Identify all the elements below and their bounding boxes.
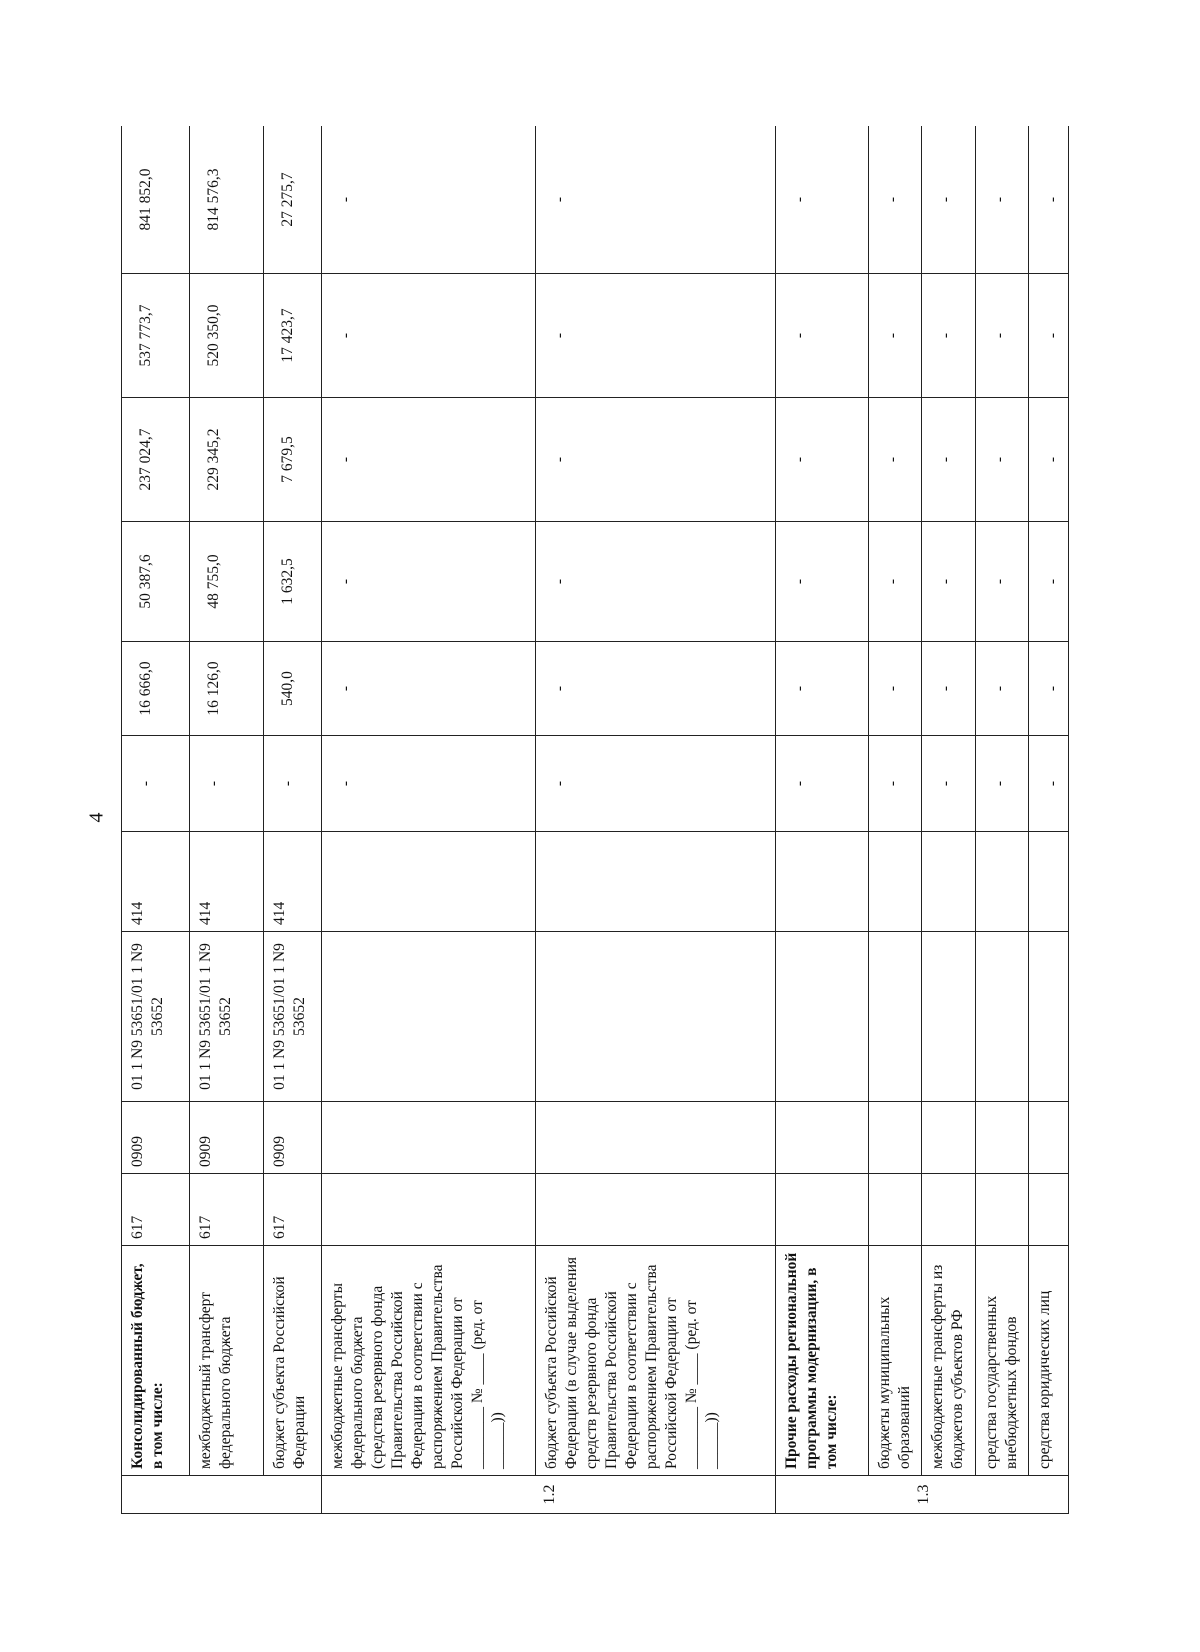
amount-cell: - <box>775 736 868 832</box>
amount-cell: - <box>1028 398 1068 522</box>
amount-cell: 16 126,0 <box>190 642 264 736</box>
amount-cell: - <box>921 522 975 642</box>
code-cell: 01 1 N9 53651/01 1 N9 53652 <box>122 932 190 1102</box>
code-cell <box>975 932 1028 1102</box>
code-cell: 617 <box>263 1174 321 1246</box>
row-label-cell: межбюджетные трансферты федерального бюджета (средства резервного фонда Правительства Российской Федерации в соответствии с распоряжением Правительства Российской Федерации от ________ № ____ (ред. от ______)) <box>322 1246 536 1476</box>
amount-cell: - <box>322 522 536 642</box>
code-cell: 01 1 N9 53651/01 1 N9 53652 <box>263 932 321 1102</box>
code-cell: 0909 <box>263 1102 321 1174</box>
code-cell <box>868 1174 921 1246</box>
code-cell: 414 <box>190 832 264 932</box>
code-cell <box>775 1102 868 1174</box>
amount-cell: 520 350,0 <box>190 274 264 398</box>
amount-cell: - <box>868 126 921 274</box>
code-cell <box>775 1174 868 1246</box>
code-cell <box>868 832 921 932</box>
code-cell <box>536 1174 775 1246</box>
amount-cell: - <box>921 398 975 522</box>
amount-cell: 50 387,6 <box>122 522 190 642</box>
amount-cell: - <box>868 522 921 642</box>
code-cell <box>1028 932 1068 1102</box>
code-cell <box>322 1102 536 1174</box>
code-cell: 617 <box>122 1174 190 1246</box>
amount-cell: - <box>975 126 1028 274</box>
row-label-cell: межбюджетный трансферт федерального бюджета <box>190 1246 264 1476</box>
amount-cell: - <box>975 642 1028 736</box>
row-label-cell: бюджет субъекта Российской Федерации (в случае выделения средств резервного фонда Правительства Российской Федерации в соответствии с распоряжением Правительства Российской Федерации от ________ № ____ (ред. от ______)) <box>536 1246 775 1476</box>
amount-cell: - <box>868 736 921 832</box>
amount-cell: - <box>322 398 536 522</box>
amount-cell: - <box>775 126 868 274</box>
table-row <box>322 126 536 1514</box>
amount-cell: - <box>868 274 921 398</box>
code-cell: 617 <box>190 1174 264 1246</box>
amount-cell: - <box>921 642 975 736</box>
code-cell <box>921 832 975 932</box>
code-cell <box>1028 1174 1068 1246</box>
section-number-cell <box>122 1476 322 1514</box>
amount-cell: - <box>322 642 536 736</box>
code-cell <box>868 1102 921 1174</box>
amount-cell: - <box>775 274 868 398</box>
amount-cell: - <box>1028 642 1068 736</box>
row-label-cell: бюджет субъекта Российской Федерации <box>263 1246 321 1476</box>
row-label-cell: межбюджетные трансферты из бюджетов субъектов РФ <box>921 1246 975 1476</box>
amount-cell: - <box>975 398 1028 522</box>
amount-cell: - <box>1028 274 1068 398</box>
amount-cell: - <box>975 522 1028 642</box>
row-label-cell: средства юридических лиц <box>1028 1246 1068 1476</box>
code-cell <box>322 932 536 1102</box>
code-cell: 414 <box>263 832 321 932</box>
table-rotation-frame <box>121 126 1069 1514</box>
amount-cell: - <box>536 274 775 398</box>
amount-cell: - <box>536 398 775 522</box>
code-cell <box>536 932 775 1102</box>
page-number: 4 <box>85 812 108 823</box>
section-number-cell: 1.2 <box>322 1476 775 1514</box>
table-row <box>921 126 975 1514</box>
row-label-cell: Консолидированный бюджет, в том числе: <box>122 1246 190 1476</box>
amount-cell: - <box>868 642 921 736</box>
table-row <box>536 126 775 1514</box>
amount-cell: - <box>322 274 536 398</box>
amount-cell: 540,0 <box>263 642 321 736</box>
row-label-cell: Прочие расходы региональной программы модернизации, в том числе: <box>775 1246 868 1476</box>
code-cell: 414 <box>122 832 190 932</box>
amount-cell: 7 679,5 <box>263 398 321 522</box>
amount-cell: - <box>1028 126 1068 274</box>
table-row <box>1028 126 1068 1514</box>
amount-cell: - <box>975 274 1028 398</box>
amount-cell: - <box>190 736 264 832</box>
amount-cell: - <box>263 736 321 832</box>
amount-cell: - <box>122 736 190 832</box>
table-row <box>190 126 264 1514</box>
section-number-cell: 1.3 <box>775 1476 1068 1514</box>
table-row <box>775 126 868 1514</box>
code-cell <box>975 832 1028 932</box>
code-cell <box>536 1102 775 1174</box>
table-row <box>263 126 321 1514</box>
amount-cell: - <box>536 126 775 274</box>
code-cell <box>322 1174 536 1246</box>
amount-cell: - <box>322 736 536 832</box>
amount-cell: - <box>975 736 1028 832</box>
amount-cell: - <box>921 126 975 274</box>
code-cell <box>921 1174 975 1246</box>
code-cell <box>975 1102 1028 1174</box>
funding-table <box>121 126 1069 1514</box>
amount-cell: 229 345,2 <box>190 398 264 522</box>
amount-cell: - <box>775 398 868 522</box>
code-cell: 01 1 N9 53651/01 1 N9 53652 <box>190 932 264 1102</box>
amount-cell: - <box>775 522 868 642</box>
amount-cell: 27 275,7 <box>263 126 321 274</box>
amount-cell: 48 755,0 <box>190 522 264 642</box>
code-cell <box>536 832 775 932</box>
amount-cell: - <box>868 398 921 522</box>
amount-cell: 537 773,7 <box>122 274 190 398</box>
amount-cell: 237 024,7 <box>122 398 190 522</box>
code-cell <box>868 932 921 1102</box>
code-cell <box>921 932 975 1102</box>
amount-cell: - <box>775 642 868 736</box>
code-cell <box>1028 1102 1068 1174</box>
code-cell <box>775 832 868 932</box>
table-row <box>975 126 1028 1514</box>
amount-cell: - <box>921 736 975 832</box>
code-cell <box>775 932 868 1102</box>
table-row <box>122 126 190 1514</box>
row-label-cell: бюджеты муниципальных образований <box>868 1246 921 1476</box>
amount-cell: - <box>322 126 536 274</box>
amount-cell: - <box>1028 522 1068 642</box>
table-row <box>868 126 921 1514</box>
code-cell: 0909 <box>122 1102 190 1174</box>
amount-cell: - <box>921 274 975 398</box>
code-cell <box>975 1174 1028 1246</box>
amount-cell: - <box>536 522 775 642</box>
amount-cell: 1 632,5 <box>263 522 321 642</box>
code-cell <box>322 832 536 932</box>
amount-cell: - <box>1028 736 1068 832</box>
amount-cell: - <box>536 642 775 736</box>
amount-cell: - <box>536 736 775 832</box>
amount-cell: 841 852,0 <box>122 126 190 274</box>
row-label-cell: средства государственных внебюджетных фондов <box>975 1246 1028 1476</box>
amount-cell: 17 423,7 <box>263 274 321 398</box>
code-cell <box>1028 832 1068 932</box>
code-cell: 0909 <box>190 1102 264 1174</box>
code-cell <box>921 1102 975 1174</box>
amount-cell: 814 576,3 <box>190 126 264 274</box>
amount-cell: 16 666,0 <box>122 642 190 736</box>
